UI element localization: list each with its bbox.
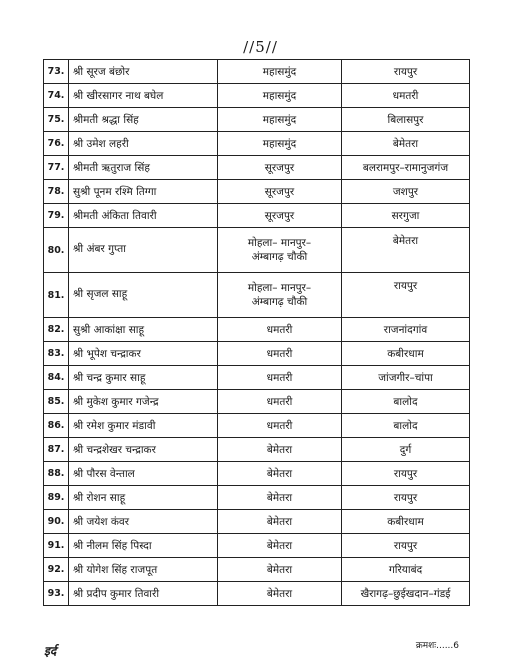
from-district-line: अंम्बागढ़ चौकी bbox=[251, 296, 308, 308]
page-number: //5// bbox=[243, 38, 278, 56]
to-district bbox=[342, 84, 470, 108]
table-row bbox=[44, 390, 470, 414]
from-district bbox=[218, 156, 342, 180]
serial-number: 86. bbox=[44, 414, 69, 438]
from-district-line: धमतरी bbox=[266, 371, 293, 384]
from-district bbox=[218, 414, 342, 438]
serial-number: 74. bbox=[44, 84, 69, 108]
serial-number: 91. bbox=[44, 534, 69, 558]
from-district bbox=[218, 84, 342, 108]
from-district-line: धमतरी bbox=[266, 419, 293, 432]
employee-name: श्री उमेश लहरी bbox=[69, 132, 218, 156]
to-district bbox=[342, 510, 470, 534]
employee-name: सुश्री आकांक्षा साहू bbox=[69, 318, 218, 342]
table-row bbox=[44, 180, 470, 204]
from-district-line: मोहला– मानपुर– bbox=[247, 237, 312, 249]
employee-name: श्री प्रदीप कुमार तिवारी bbox=[69, 582, 218, 606]
from-district bbox=[218, 438, 342, 462]
table-row bbox=[44, 132, 470, 156]
from-district-line: सूरजपुर bbox=[264, 209, 295, 222]
table-row bbox=[44, 462, 470, 486]
employee-name: श्री पौरस वेन्ताल bbox=[69, 462, 218, 486]
continuation-note: क्रमशः......6 bbox=[415, 641, 459, 651]
to-district-line: रायपुर bbox=[393, 467, 418, 480]
from-district-line: बेमेतरा bbox=[266, 539, 293, 552]
employee-name: श्री अंबर गुप्ता bbox=[69, 228, 218, 273]
to-district-line: सरगुजा bbox=[391, 209, 420, 222]
to-district-line: दुर्ग bbox=[399, 443, 412, 456]
table-row bbox=[44, 60, 470, 84]
serial-number: 88. bbox=[44, 462, 69, 486]
employee-name: श्री मुकेश कुमार गजेन्द्र bbox=[69, 390, 218, 414]
serial-number: 83. bbox=[44, 342, 69, 366]
from-district bbox=[218, 342, 342, 366]
from-district bbox=[218, 108, 342, 132]
from-district bbox=[218, 60, 342, 84]
from-district-line: महासमुंद bbox=[262, 137, 297, 150]
table-row bbox=[44, 534, 470, 558]
to-district bbox=[342, 342, 470, 366]
to-district bbox=[342, 318, 470, 342]
from-district bbox=[218, 390, 342, 414]
handwritten-initials: इर्द bbox=[44, 644, 57, 658]
serial-number: 81. bbox=[44, 273, 69, 318]
serial-number: 82. bbox=[44, 318, 69, 342]
from-district bbox=[218, 180, 342, 204]
to-district-line: बेमेतरा bbox=[392, 235, 419, 247]
serial-number: 87. bbox=[44, 438, 69, 462]
employee-name: सुश्री पूनम रश्मि तिग्गा bbox=[69, 180, 218, 204]
employee-name: श्रीमती अंकिता तिवारी bbox=[69, 204, 218, 228]
from-district-line: धमतरी bbox=[266, 347, 293, 360]
from-district-line: बेमेतरा bbox=[266, 467, 293, 480]
from-district-line: बेमेतरा bbox=[266, 491, 293, 504]
to-district bbox=[342, 534, 470, 558]
from-district-line: धमतरी bbox=[266, 323, 293, 336]
employee-name: श्री चन्द्र कुमार साहू bbox=[69, 366, 218, 390]
employee-name: श्री नीलम सिंह पिस्दा bbox=[69, 534, 218, 558]
to-district-line: राजनांदगांव bbox=[383, 323, 428, 336]
from-district-line: महासमुंद bbox=[262, 89, 297, 102]
table-row bbox=[44, 84, 470, 108]
to-district-line: बलरामपुर–रामानुजगंज bbox=[362, 161, 449, 174]
to-district bbox=[342, 228, 470, 273]
to-district-line: रायपुर bbox=[393, 491, 418, 504]
transfer-table bbox=[43, 59, 470, 606]
from-district-line: बेमेतरा bbox=[266, 443, 293, 456]
to-district-line: जशपुर bbox=[392, 185, 419, 198]
table-row bbox=[44, 366, 470, 390]
to-district bbox=[342, 558, 470, 582]
table-body bbox=[44, 60, 470, 606]
table-row bbox=[44, 228, 470, 273]
from-district-line: महासमुंद bbox=[262, 113, 297, 126]
from-district-line: अंम्बागढ़ चौकी bbox=[251, 251, 308, 263]
serial-number: 76. bbox=[44, 132, 69, 156]
employee-name: श्री रोशन साहू bbox=[69, 486, 218, 510]
to-district-line: गरियाबंद bbox=[388, 563, 423, 576]
to-district bbox=[342, 414, 470, 438]
serial-number: 93. bbox=[44, 582, 69, 606]
table-row bbox=[44, 510, 470, 534]
table-row bbox=[44, 156, 470, 180]
from-district-line: सूरजपुर bbox=[264, 185, 295, 198]
from-district bbox=[218, 534, 342, 558]
serial-number: 80. bbox=[44, 228, 69, 273]
to-district-line: रायपुर bbox=[393, 539, 418, 552]
from-district bbox=[218, 462, 342, 486]
from-district-line: धमतरी bbox=[266, 395, 293, 408]
employee-name: श्री सृजल साहू bbox=[69, 273, 218, 318]
from-district bbox=[218, 366, 342, 390]
to-district-line: जांजगीर–चांपा bbox=[378, 371, 433, 384]
to-district bbox=[342, 486, 470, 510]
to-district bbox=[342, 180, 470, 204]
to-district bbox=[342, 60, 470, 84]
from-district-line: सूरजपुर bbox=[264, 161, 295, 174]
from-district-line: बेमेतरा bbox=[266, 515, 293, 528]
table-row bbox=[44, 108, 470, 132]
from-district bbox=[218, 204, 342, 228]
employee-name: श्री खीरसागर नाथ बघेल bbox=[69, 84, 218, 108]
to-district-line: धमतरी bbox=[392, 89, 419, 102]
to-district bbox=[342, 204, 470, 228]
table-row bbox=[44, 204, 470, 228]
table-row bbox=[44, 273, 470, 318]
to-district-line: रायपुर bbox=[393, 280, 418, 292]
from-district bbox=[218, 273, 342, 318]
serial-number: 90. bbox=[44, 510, 69, 534]
employee-name: श्री जयेश कंवर bbox=[69, 510, 218, 534]
table-row bbox=[44, 318, 470, 342]
serial-number: 78. bbox=[44, 180, 69, 204]
employee-name: श्री सूरज बंछोर bbox=[69, 60, 218, 84]
to-district bbox=[342, 156, 470, 180]
employee-name: श्री योगेश सिंह राजपूत bbox=[69, 558, 218, 582]
to-district bbox=[342, 108, 470, 132]
from-district bbox=[218, 228, 342, 273]
table-row bbox=[44, 582, 470, 606]
employee-name: श्रीमती श्रद्धा सिंह bbox=[69, 108, 218, 132]
table-row bbox=[44, 342, 470, 366]
from-district bbox=[218, 510, 342, 534]
from-district-line: महासमुंद bbox=[262, 65, 297, 78]
to-district-line: बिलासपुर bbox=[387, 113, 424, 126]
serial-number: 84. bbox=[44, 366, 69, 390]
serial-number: 79. bbox=[44, 204, 69, 228]
to-district-line: कबीरधाम bbox=[387, 347, 424, 360]
to-district-line: बालोद bbox=[393, 419, 418, 432]
from-district bbox=[218, 132, 342, 156]
to-district bbox=[342, 582, 470, 606]
from-district bbox=[218, 558, 342, 582]
to-district-line: कबीरधाम bbox=[387, 515, 424, 528]
table-row bbox=[44, 438, 470, 462]
from-district bbox=[218, 486, 342, 510]
from-district-line: बेमेतरा bbox=[266, 563, 293, 576]
to-district bbox=[342, 132, 470, 156]
employee-name: श्री चन्द्रशेखर चन्द्राकर bbox=[69, 438, 218, 462]
to-district bbox=[342, 390, 470, 414]
serial-number: 73. bbox=[44, 60, 69, 84]
to-district bbox=[342, 273, 470, 318]
employee-name: श्री भूपेश चन्द्राकर bbox=[69, 342, 218, 366]
to-district bbox=[342, 366, 470, 390]
to-district bbox=[342, 462, 470, 486]
to-district-line: रायपुर bbox=[393, 65, 418, 78]
to-district-line: खैरागढ़–छुईखदान–गंडई bbox=[360, 587, 451, 600]
serial-number: 92. bbox=[44, 558, 69, 582]
table-row bbox=[44, 414, 470, 438]
serial-number: 75. bbox=[44, 108, 69, 132]
serial-number: 89. bbox=[44, 486, 69, 510]
employee-name: श्रीमती ऋतुराज सिंह bbox=[69, 156, 218, 180]
from-district-line: मोहला– मानपुर– bbox=[247, 282, 312, 294]
serial-number: 77. bbox=[44, 156, 69, 180]
from-district bbox=[218, 582, 342, 606]
to-district bbox=[342, 438, 470, 462]
to-district-line: बालोद bbox=[393, 395, 418, 408]
from-district bbox=[218, 318, 342, 342]
table-row bbox=[44, 486, 470, 510]
table-row bbox=[44, 558, 470, 582]
from-district-line: बेमेतरा bbox=[266, 587, 293, 600]
employee-name: श्री रमेश कुमार मंडावी bbox=[69, 414, 218, 438]
to-district-line: बेमेतरा bbox=[392, 137, 419, 150]
serial-number: 85. bbox=[44, 390, 69, 414]
